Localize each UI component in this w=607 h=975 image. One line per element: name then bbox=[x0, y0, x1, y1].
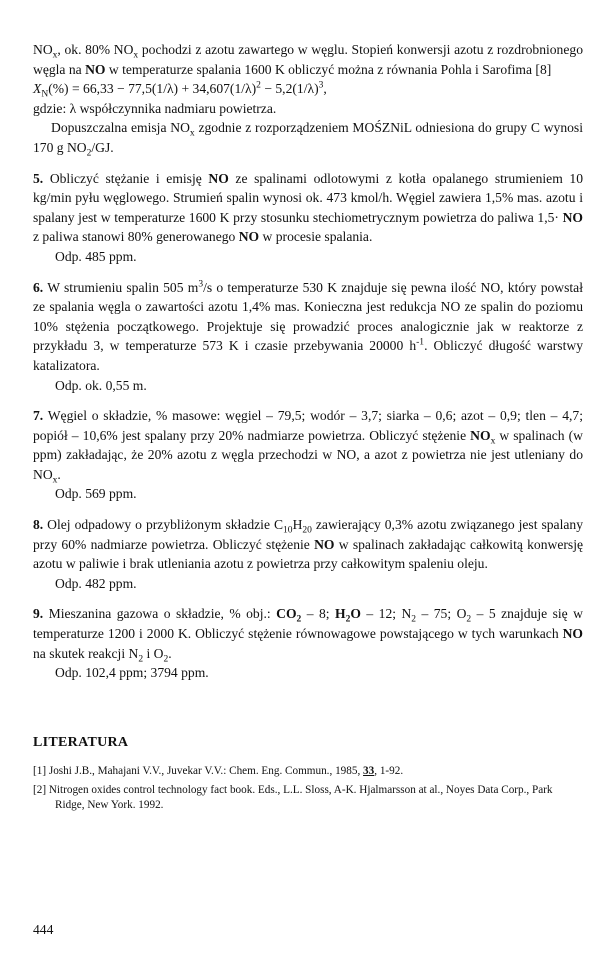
limit-text: Dopuszczalna emisja NO bbox=[51, 120, 190, 136]
problem-text: – 75; O bbox=[416, 606, 467, 622]
subscript: 20 bbox=[302, 525, 312, 536]
reference-text: [1] Joshi J.B., Mahajani V.V., Juvekar V.V.: Chem. Eng. Commun., 1985, bbox=[33, 765, 364, 778]
limit-text: zgodnie z rozporządzeniem MOŚZNiL odniesiona do grupy C wynosi 170 g NO bbox=[33, 120, 583, 155]
problem-9-answer: Odp. 102,4 ppm; 3794 ppm. bbox=[55, 665, 209, 681]
problem-text: . bbox=[57, 466, 61, 482]
reference-item bbox=[33, 764, 583, 780]
problem-number: 9. bbox=[33, 606, 44, 622]
conversion-formula bbox=[33, 79, 583, 99]
problem-text: zawierający 0,3% azotu związanego jest spalany przy 60% nadmiarze powietrza. Obliczyć stężenie bbox=[33, 517, 584, 552]
problem-number: 6. bbox=[33, 279, 44, 295]
intro-text: NO bbox=[33, 42, 53, 57]
problem-text: – 5 znajduje się w temperaturze 1200 i 2000 K. Obliczyć stężenie równowagowe powstającego w tych warunkach bbox=[33, 606, 583, 642]
problem-text-bold: H bbox=[335, 606, 346, 622]
reference-item: [2] Nitrogen oxides control technology fact book. Eds., L.L. Sloss, A-K. Hjalmarsson at al., Noyes Data Corp., Park Ridge, New York. 1992. bbox=[33, 783, 553, 812]
intro-text: w temperaturze spalania 1600 K obliczyć można z równania Pohla i Sarofima [8] bbox=[105, 61, 552, 77]
problem-text: ze spalinami odlotowymi z kotła opalanego strumieniem 10 kg/min pyłu węglowego. Strumień spalin wynosi ok. 473 kmol/h. Węgiel zawiera 1,5% mas. azotu i spalany jest w temperaturze 1600 K przy stosunku stechiometrycznym powietrza do paliwa 1,5· bbox=[33, 170, 583, 225]
problem-text-bold: NO bbox=[238, 229, 260, 245]
problem-number: 8. bbox=[33, 517, 44, 533]
literature-heading: LITERATURA bbox=[33, 734, 129, 750]
intro-text-bold: NO bbox=[85, 61, 106, 77]
problem-6 bbox=[33, 278, 583, 376]
intro-paragraph bbox=[33, 40, 583, 79]
problem-text: H bbox=[292, 517, 303, 533]
problem-text: z paliwa stanowi 80% generowanego bbox=[33, 229, 239, 245]
limit-text: /GJ. bbox=[91, 139, 114, 155]
subscript: 2 bbox=[86, 148, 92, 159]
subscript: 2 bbox=[411, 615, 417, 626]
superscript: 3 bbox=[198, 279, 204, 289]
superscript: -1 bbox=[416, 337, 425, 348]
subscript: x bbox=[52, 50, 58, 61]
subscript: x bbox=[189, 129, 195, 140]
problem-text: Olej odpadowy o przybliżonym składzie C bbox=[43, 517, 284, 533]
formula-text: , bbox=[323, 81, 327, 97]
formula-text: − 5,2(1/λ) bbox=[260, 81, 319, 97]
problem-text: na skutek reakcji N bbox=[33, 645, 139, 661]
problem-5 bbox=[33, 169, 583, 247]
subscript: 2 bbox=[138, 654, 144, 665]
subscript: 2 bbox=[296, 615, 302, 626]
problem-5-answer: Odp. 485 ppm. bbox=[55, 248, 137, 264]
reference-volume: 33 bbox=[363, 765, 375, 778]
where-line: gdzie: λ współczynnika nadmiaru powietrza. bbox=[33, 100, 277, 116]
superscript: 2 bbox=[256, 80, 261, 91]
subscript: x bbox=[490, 436, 496, 447]
reference-text: , 1-92. bbox=[374, 765, 404, 778]
problem-text: . Obliczyć długość warstwy katalizatora. bbox=[33, 338, 583, 373]
problem-8 bbox=[33, 515, 583, 574]
intro-text: pochodzi z azotu zawartego w węglu. Stopień konwersji azotu z rozdrobnionego węgla na bbox=[33, 42, 583, 77]
reference-list bbox=[33, 764, 583, 814]
problem-number: 7. bbox=[33, 408, 44, 424]
subscript: 10 bbox=[283, 525, 293, 536]
problem-text-bold: NO bbox=[562, 209, 583, 225]
problem-text-bold: O bbox=[350, 606, 361, 622]
problem-text-bold: NO bbox=[208, 170, 229, 186]
intro-text: , ok. 80% NO bbox=[57, 42, 134, 57]
problem-text-bold: CO bbox=[276, 606, 297, 622]
problem-text-bold: NO bbox=[470, 427, 491, 443]
problem-7 bbox=[33, 406, 583, 484]
subscript: 2 bbox=[345, 615, 351, 626]
page-body bbox=[33, 40, 583, 817]
subscript: 2 bbox=[466, 615, 472, 626]
problem-text: – 12; N bbox=[360, 606, 412, 622]
problem-7-answer: Odp. 569 ppm. bbox=[55, 486, 137, 502]
problem-text-bold: NO bbox=[562, 626, 583, 642]
problem-text: i O bbox=[143, 645, 164, 661]
problem-text: /s o temperaturze 530 K znajduje się pewna ilość NO, który powstał ze spalania węgla o zawartości azotu 1,4% mas. Konieczna jest redukcja NO ze spalin do poziomu 10% stężenia początkowego. Projektuje się prowadzić proces analogicznie jak w reaktorze z przykładu 3, w temperaturze 573 K i czasie przebywania 20000 h bbox=[33, 279, 583, 354]
page-number: 444 bbox=[33, 922, 54, 937]
problem-number: 5. bbox=[33, 170, 44, 186]
problem-9 bbox=[33, 604, 583, 663]
problem-text: Mieszanina gazowa o składzie, % obj.: bbox=[43, 606, 277, 622]
problem-text: Węgiel o składzie, % masowe: węgiel – 79,5; wodór – 3,7; siarka – 0,6; azot – 0,9; tlen – 4,7; popiół – 10,6% jest spalany przy 20% nadmiarze powietrza. Obliczyć stężenie bbox=[33, 408, 583, 443]
problem-text: w spalinach zakładając całkowitą konwersję azotu w paliwie i brak utleniania azotu z powietrza przy całkowitym spaleniu oleju. bbox=[33, 536, 584, 572]
problem-text-bold: NO bbox=[314, 536, 335, 552]
subscript: x bbox=[133, 50, 139, 61]
problem-text: w spalinach (w ppm) zakładając, że 20% azotu z węgla przechodzi w NO, a azot z powietrza nie jest utleniany do NO bbox=[33, 427, 583, 482]
formula-var: X bbox=[33, 81, 42, 97]
formula-text: (%) = 66,33 − 77,5(1/λ) + 34,607(1/λ) bbox=[48, 81, 257, 97]
problem-6-answer: Odp. ok. 0,55 m. bbox=[55, 377, 147, 393]
problem-text: Obliczyć stężanie i emisję bbox=[43, 170, 209, 186]
problem-text: w procesie spalania. bbox=[259, 229, 373, 245]
problem-8-answer: Odp. 482 ppm. bbox=[55, 575, 137, 591]
problem-text: – 8; bbox=[301, 606, 336, 622]
problem-text: . bbox=[168, 645, 172, 661]
problem-text: W strumieniu spalin 505 m bbox=[43, 279, 199, 295]
subscript: x bbox=[52, 475, 58, 486]
superscript: 3 bbox=[318, 80, 324, 91]
emission-limit-paragraph bbox=[33, 118, 583, 157]
subscript: N bbox=[41, 89, 49, 100]
subscript: 2 bbox=[163, 654, 169, 665]
